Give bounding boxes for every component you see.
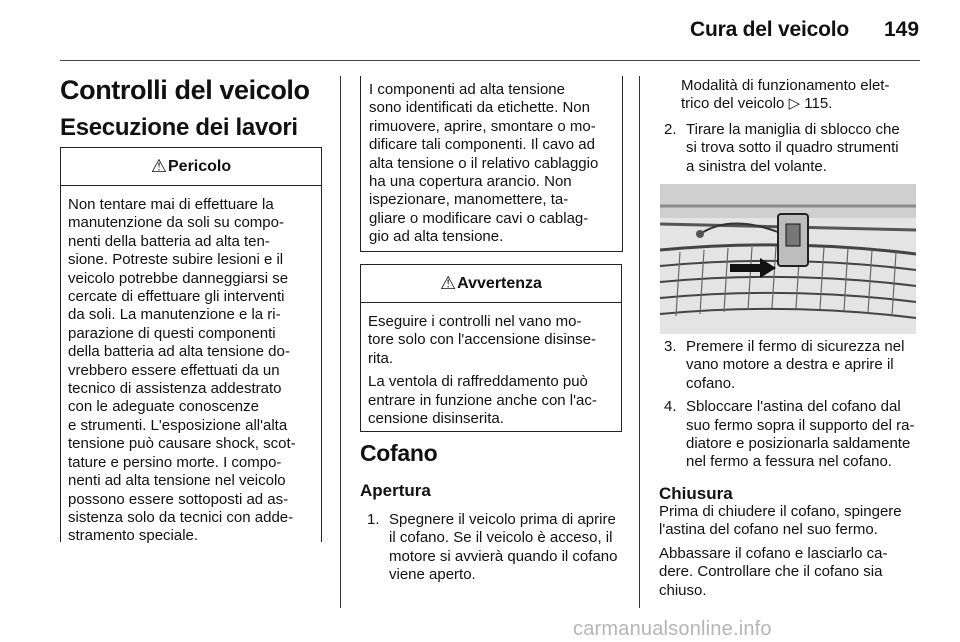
text-line: Spegnere il veicolo prima di aprire xyxy=(389,511,616,528)
step-number: 3. xyxy=(664,338,677,355)
closing-paragraph xyxy=(659,503,921,540)
text-line: da soli. La manutenzione e la ri- xyxy=(68,306,281,324)
danger-continued-text xyxy=(361,76,622,247)
text-line: l'astina del cofano nel suo fermo. xyxy=(659,521,878,539)
warning-box-body xyxy=(361,303,621,441)
step-number: 4. xyxy=(664,398,677,416)
subheading-apertura: Apertura xyxy=(360,481,431,500)
warning-box-label: Avvertenza xyxy=(457,274,542,292)
running-header-title: Cura del veicolo xyxy=(690,18,850,41)
text-line: stramento speciale. xyxy=(68,527,199,545)
closing-text xyxy=(659,503,921,605)
hood-latch-photo xyxy=(660,184,916,334)
text-line: Abbassare il cofano e lasciarlo ca- xyxy=(659,544,888,562)
text-line: tore solo con l'accensione disinse- xyxy=(368,331,596,349)
danger-box-continuation xyxy=(360,76,623,252)
danger-box-header xyxy=(61,148,321,186)
warning-triangle-icon: ⚠ xyxy=(150,156,167,176)
text-line: Eseguire i controlli nel vano mo- xyxy=(368,313,582,330)
text-line: ispezionare, manomettere, ta- xyxy=(369,191,569,209)
text-line: cofano. xyxy=(686,374,736,392)
page-ref-arrow-icon: ▷ xyxy=(788,95,801,113)
closing-paragraph xyxy=(659,545,921,600)
text-line: si trova sotto il quadro strumenti xyxy=(686,139,899,157)
steps-list-middle xyxy=(367,511,629,590)
danger-box-label: Pericolo xyxy=(168,157,232,175)
text-line: nel fermo a fessura nel cofano. xyxy=(686,453,892,471)
column-divider-2 xyxy=(639,76,640,608)
text-line: dere. Controllare che il cofano sia xyxy=(659,563,883,581)
text-line: viene aperto. xyxy=(389,566,476,584)
danger-text xyxy=(68,196,315,546)
step-number: 2. xyxy=(664,121,677,138)
text-line xyxy=(681,95,921,113)
text-line: diatore e posizionarla saldamente xyxy=(686,435,911,453)
step-item xyxy=(664,121,920,176)
text-line: alta tensione o il relativo cablaggio xyxy=(369,154,599,172)
text-line: dificare tali componenti. Il cavo ad xyxy=(369,136,595,154)
text-line: veicolo potrebbe danneggiarsi se xyxy=(68,269,289,287)
danger-box-body xyxy=(61,186,321,554)
text-line: suo fermo sopra il supporto del ra- xyxy=(686,416,915,434)
text-line: il cofano. Se il veicolo è acceso, il xyxy=(389,529,613,547)
text-line: gliare o modificare cavi o cablag- xyxy=(369,209,589,227)
step1-continuation xyxy=(681,77,921,114)
text-line: tecnico di assistenza addestrato xyxy=(68,380,282,398)
warning-paragraph xyxy=(368,313,615,368)
text-line: motore si avvierà quando il cofano xyxy=(389,547,618,565)
text-fragment: trico del veicolo xyxy=(681,95,785,113)
text-line: chiuso. xyxy=(659,581,707,599)
step-item xyxy=(664,338,924,393)
text-line: vano motore a destra e aprire il xyxy=(686,356,894,374)
column-divider-1 xyxy=(340,76,341,608)
warning-box-header xyxy=(361,265,621,303)
text-line: sono identificati da etichette. Non xyxy=(369,99,590,117)
text-line: Sbloccare l'astina del cofano dal xyxy=(686,398,901,416)
page-number: 149 xyxy=(884,18,920,41)
text-line: La ventola di raffreddamento può xyxy=(368,373,588,391)
watermark: carmanualsonline.info xyxy=(573,618,772,640)
subheading-chiusura: Chiusura xyxy=(659,484,733,503)
text-line: vrebbero essere effettuati da un xyxy=(68,361,280,379)
text-line: manutenzione da soli su compo- xyxy=(68,214,284,232)
warning-box xyxy=(360,264,622,432)
header-rule xyxy=(60,60,920,61)
text-line: e strumenti. L'esposizione all'alta xyxy=(68,416,288,434)
text-line: entrare in funzione anche con l'ac- xyxy=(368,391,597,409)
danger-box xyxy=(60,147,322,545)
hood-latch-illustration xyxy=(660,184,916,334)
step-item xyxy=(367,511,629,585)
text-line: tensione può causare shock, scot- xyxy=(68,435,296,453)
section-subtitle: Esecuzione dei lavori xyxy=(60,114,298,141)
text-line: nenti ad alta tensione nel veicolo xyxy=(68,472,286,490)
text-line: Prima di chiudere il cofano, spingere xyxy=(659,503,902,520)
text-line: Modalità di funzionamento elet- xyxy=(681,77,890,94)
section-heading-cofano: Cofano xyxy=(360,440,438,466)
text-line: rimuovere, aprire, smontare o mo- xyxy=(369,117,596,135)
warning-paragraph xyxy=(368,373,615,428)
text-line: cercate di effettuare gli interventi xyxy=(68,288,285,306)
text-line: rita. xyxy=(368,349,394,367)
text-line: parazione di questi componenti xyxy=(68,324,276,342)
step-item xyxy=(664,398,924,472)
text-line: possono essere sottoposti ad as- xyxy=(68,490,289,508)
text-line: ha una copertura arancio. Non xyxy=(369,173,572,191)
section-title: Controlli del veicolo xyxy=(60,75,310,105)
step2-block xyxy=(664,121,920,181)
steps-list-right xyxy=(664,338,924,477)
text-line: Non tentare mai di effettuare la xyxy=(68,196,274,213)
text-line: sione. Potreste subire lesioni e il xyxy=(68,251,284,269)
text-line: a sinistra del volante. xyxy=(686,157,827,175)
text-line: gio ad alta tensione. xyxy=(369,228,504,246)
warning-triangle-icon: ⚠ xyxy=(440,273,457,293)
text-line: sistenza solo da tecnici con adde- xyxy=(68,508,294,526)
text-line: censione disinserita. xyxy=(368,410,504,428)
text-line: I componenti ad alta tensione xyxy=(369,81,565,98)
text-line: nenti della batteria ad alta ten- xyxy=(68,232,270,250)
text-line: della batteria ad alta tensione do- xyxy=(68,343,290,361)
step-number: 1. xyxy=(367,511,380,528)
text-line: tature e persino morte. I compo- xyxy=(68,453,282,471)
text-line: Premere il fermo di sicurezza nel xyxy=(686,338,905,355)
text-line: Tirare la maniglia di sblocco che xyxy=(686,121,900,138)
page-ref: 115. xyxy=(804,95,833,113)
text-line: con le adeguate conoscenze xyxy=(68,398,259,416)
